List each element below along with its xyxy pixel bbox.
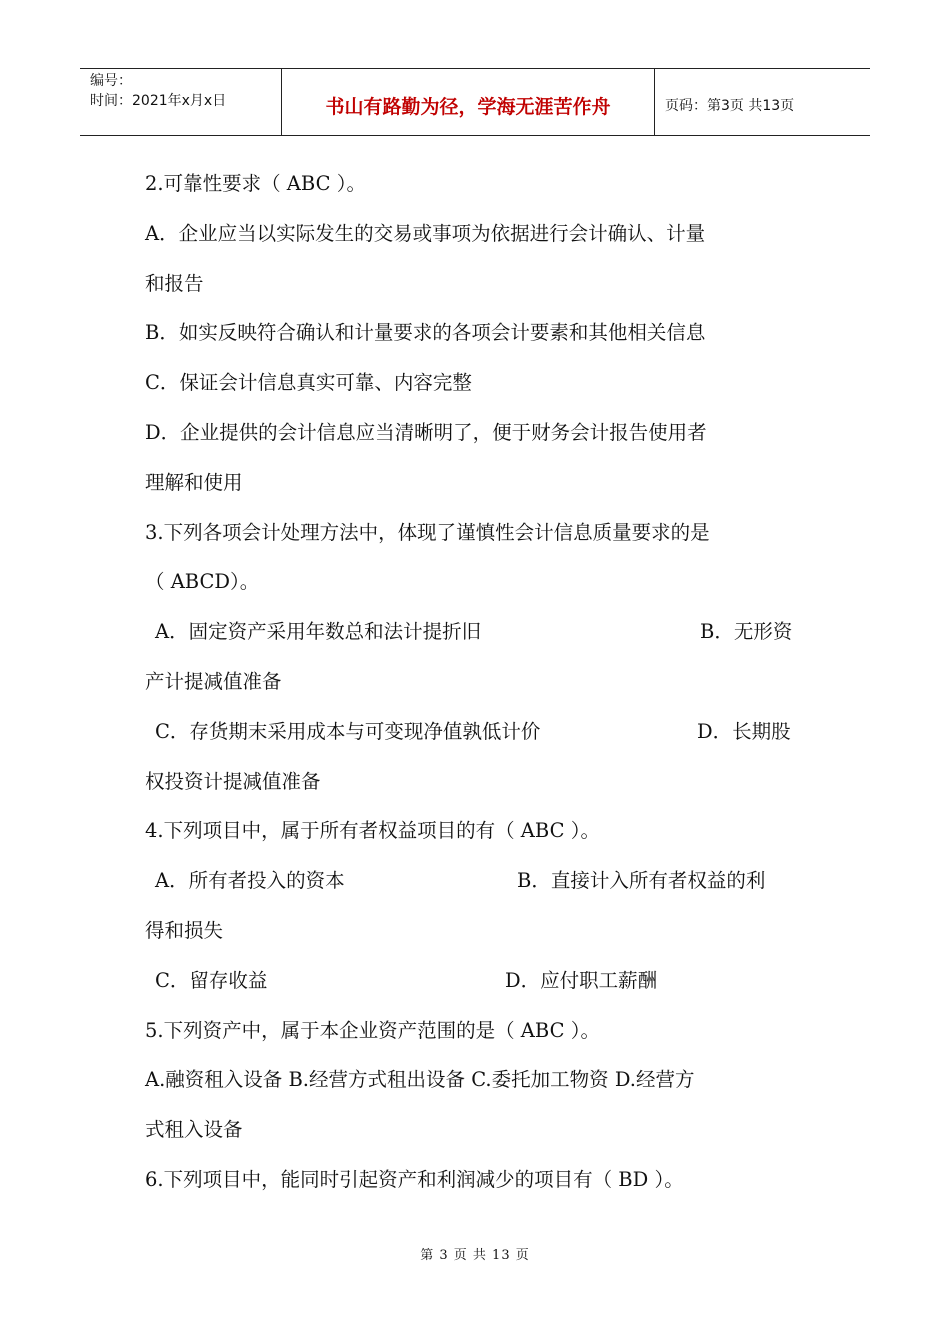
question-4-option-c: C．留存收益 — [155, 968, 268, 992]
question-2-stem: 2.可靠性要求（ ABC ）。 — [145, 172, 366, 195]
document-body — [145, 159, 810, 1205]
question-2-option-d-cont: 理解和使用 — [145, 470, 243, 494]
question-3-option-d-cont: 权投资计提减值准备 — [145, 769, 321, 793]
question-6-stem: 6.下列项目中，能同时引起资产和利润减少的项目有（ BD ）。 — [145, 1167, 684, 1191]
question-4-row-ab — [145, 856, 810, 906]
question-3-stem-cont: （ ABCD）。 — [145, 570, 260, 594]
time-label: 时间：2021年x月x日 — [90, 93, 227, 109]
question-4-stem: 4.下列项目中，属于所有者权益项目的有（ ABC ）。 — [145, 819, 600, 843]
question-4-option-a: A．所有者投入的资本 — [155, 869, 345, 893]
question-5-options-cont: 式租入设备 — [145, 1118, 243, 1142]
question-4-option-b: B．直接计入所有者权益的利 — [517, 869, 766, 893]
question-3-stem: 3.下列各项会计处理方法中，体现了谨慎性会计信息质量要求的是 — [145, 520, 710, 544]
question-2-option-c: C．保证会计信息真实可靠、内容完整 — [145, 371, 472, 395]
question-2-option-a-cont: 和报告 — [145, 271, 204, 295]
header-page-info: 页码：第3页 共13页 — [665, 98, 795, 114]
question-4-option-b-cont: 得和损失 — [145, 918, 224, 942]
question-3-option-b: B．无形资 — [700, 620, 793, 644]
header-meta — [80, 69, 282, 135]
question-2-option-d: D．企业提供的会计信息应当清晰明了，便于财务会计报告使用者 — [145, 420, 707, 444]
number-label: 编号： — [90, 73, 132, 89]
header-motto: 书山有路勤为径，学海无涯苦作舟 — [282, 69, 655, 135]
question-3-row-ab — [145, 607, 810, 657]
question-3-row-cd — [145, 707, 810, 757]
question-5-options: A.融资租入设备 B.经营方式租出设备 C.委托加工物资 D.经营方 — [145, 1068, 695, 1092]
question-5-stem: 5.下列资产中，属于本企业资产范围的是（ ABC ）。 — [145, 1018, 600, 1042]
question-3-option-a: A．固定资产采用年数总和法计提折旧 — [155, 620, 482, 644]
question-4-option-d: D．应付职工薪酬 — [505, 968, 658, 992]
page-footer: 第 3 页 共 13 页 — [420, 1248, 530, 1263]
question-3-option-c: C．存货期末采用成本与可变现净值孰低计价 — [155, 719, 541, 743]
question-3-option-d: D．长期股 — [697, 719, 791, 743]
question-3-option-b-cont: 产计提减值准备 — [145, 669, 282, 693]
page-header — [80, 68, 870, 136]
question-4-row-cd — [145, 956, 810, 1006]
question-2-option-b: B．如实反映符合确认和计量要求的各项会计要素和其他相关信息 — [145, 321, 706, 345]
question-2-option-a: A．企业应当以实际发生的交易或事项为依据进行会计确认、计量 — [145, 221, 706, 245]
